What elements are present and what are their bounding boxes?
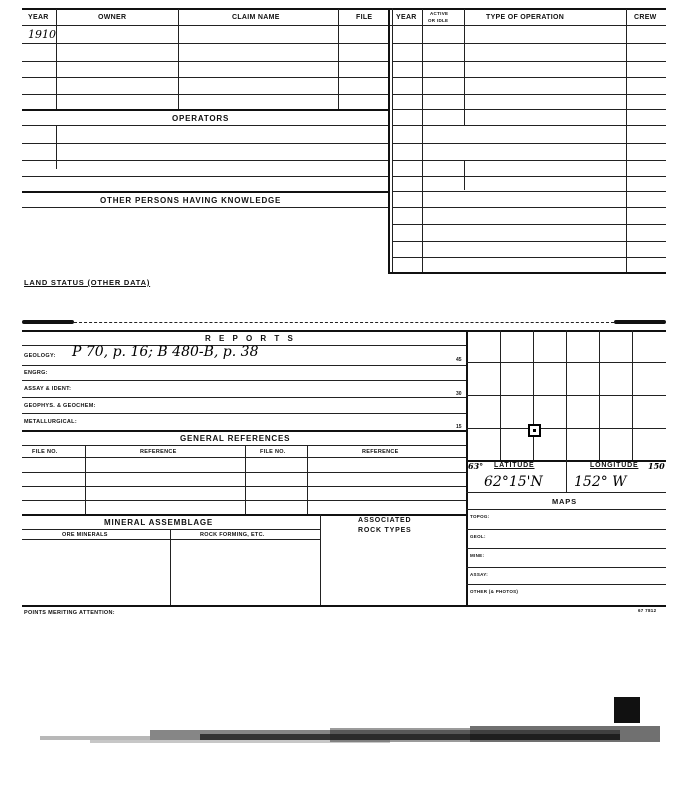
latlon-divider — [566, 460, 567, 492]
row-line — [22, 77, 388, 78]
metallurgical-label: METALLURGICAL: — [24, 419, 77, 425]
reports-top-border — [22, 330, 666, 332]
row-line — [466, 509, 666, 510]
lat-prefix: 63° — [468, 461, 484, 471]
row-line — [466, 567, 666, 568]
row-line — [466, 584, 666, 585]
longitude-value: 152° W — [574, 474, 627, 490]
row-line — [22, 457, 466, 458]
engrg-label: ENGRG: — [24, 370, 48, 376]
maps-mine: MINE: — [470, 553, 485, 558]
row-line — [22, 380, 466, 381]
latitude-value: 62°15'N — [484, 474, 543, 490]
header-claim-name: CLAIM NAME — [232, 14, 280, 21]
row-line — [22, 413, 466, 414]
geology-label: GEOLOGY: — [24, 353, 56, 359]
center-divider-2 — [392, 8, 393, 273]
row-line — [392, 241, 666, 242]
row-line — [392, 160, 666, 161]
vline — [85, 445, 86, 514]
row-line — [22, 529, 320, 530]
top-border — [22, 8, 666, 10]
header-year-2: YEAR — [396, 14, 417, 21]
row-line — [392, 77, 666, 78]
scale-45: 45 — [456, 357, 462, 363]
latitude-label: LATITUDE — [494, 462, 535, 469]
grid-hline — [466, 362, 666, 363]
vline — [422, 25, 423, 273]
other-persons-label: OTHER PERSONS HAVING KNOWLEDGE — [100, 196, 282, 205]
vline — [56, 9, 57, 25]
row-line — [392, 143, 666, 144]
vline — [245, 445, 246, 514]
vline — [464, 160, 465, 190]
geology-value: P 70, p. 16; B 480-B, p. 38 — [72, 344, 259, 360]
row-line — [22, 143, 388, 144]
header-type-of-operation: TYPE OF OPERATION — [486, 14, 565, 21]
longitude-label: LONGITUDE — [590, 462, 639, 469]
maps-geol: GEOL: — [470, 534, 486, 539]
scan-mark — [614, 320, 666, 324]
vline — [307, 445, 308, 514]
vline — [170, 529, 171, 605]
row-line — [392, 125, 666, 126]
vline — [56, 125, 57, 169]
row-line — [392, 191, 666, 192]
maps-assay: ASSAY: — [470, 572, 489, 577]
row-line — [392, 224, 666, 225]
rock-types-label: ROCK TYPES — [358, 527, 412, 534]
gr-reference-1: REFERENCE — [140, 449, 177, 455]
header-owner: OWNER — [98, 14, 127, 21]
row-line — [466, 492, 666, 493]
vline — [626, 25, 627, 273]
first-year-entry: 1910 — [28, 28, 56, 41]
scale-15: 15 — [456, 424, 462, 430]
operators-label: OPERATORS — [172, 114, 230, 123]
header-year: YEAR — [28, 14, 49, 21]
row-line — [388, 272, 666, 274]
row-line — [22, 445, 466, 446]
rock-forming-label: ROCK FORMING, ETC. — [200, 532, 265, 538]
row-line — [22, 514, 466, 516]
row-line — [22, 191, 388, 193]
vline — [338, 9, 339, 25]
associated-label: ASSOCIATED — [358, 517, 412, 524]
row-line — [392, 94, 666, 95]
row-line — [392, 43, 666, 44]
row-line — [22, 472, 466, 473]
vline — [178, 9, 179, 25]
header-active: ACTIVE — [430, 11, 449, 16]
row-line — [392, 61, 666, 62]
header-crew: CREW — [634, 14, 657, 21]
row-line — [22, 500, 466, 501]
land-status-label: LAND STATUS (OTHER DATA) — [24, 278, 151, 287]
vline — [178, 25, 179, 109]
vline — [464, 9, 465, 25]
assay-label: ASSAY & IDENT: — [24, 386, 72, 392]
vline — [338, 25, 339, 109]
row-line — [22, 176, 388, 177]
ore-minerals-label: ORE MINERALS — [62, 532, 108, 538]
row-line — [392, 207, 666, 208]
header-or-idle: OR IDLE — [428, 18, 449, 23]
row-line — [22, 365, 466, 366]
row-line — [22, 397, 466, 398]
header-bottom-line — [22, 25, 666, 26]
mineral-assemblage-title: MINERAL ASSEMBLAGE — [104, 518, 214, 527]
row-line — [22, 94, 388, 95]
vline — [320, 514, 321, 605]
row-line — [392, 109, 666, 110]
row-line — [466, 529, 666, 530]
row-line — [392, 257, 666, 258]
gr-file-no-1: FILE NO. — [32, 449, 58, 455]
vline — [56, 25, 57, 109]
row-line — [22, 125, 388, 126]
general-references-title: GENERAL REFERENCES — [180, 434, 291, 443]
vline — [422, 9, 423, 25]
gr-file-no-2: FILE NO. — [260, 449, 286, 455]
maps-title: MAPS — [552, 497, 577, 506]
row-line — [466, 548, 666, 549]
geophys-label: GEOPHYS. & GEOCHEM: — [24, 403, 96, 409]
row-line — [22, 486, 466, 487]
row-line — [22, 207, 388, 208]
row-line — [22, 109, 388, 111]
location-marker-icon — [528, 424, 541, 437]
grid-hline — [466, 428, 666, 429]
scan-noise-strip — [0, 718, 678, 768]
maps-topog: TOPOG: — [470, 514, 490, 519]
grid-hline — [466, 395, 666, 396]
vline — [464, 25, 465, 125]
gr-reference-2: REFERENCE — [362, 449, 399, 455]
form-number: 67 7812 — [638, 608, 657, 613]
scale-30: 30 — [456, 391, 462, 397]
lon-suffix: 150 — [648, 461, 665, 471]
row-line — [22, 43, 388, 44]
row-line — [392, 176, 666, 177]
row-line — [22, 61, 388, 62]
scan-mark — [22, 320, 74, 324]
center-divider — [388, 8, 390, 273]
row-line — [22, 539, 320, 540]
top-dashed-line — [74, 322, 614, 323]
row-line — [22, 430, 466, 432]
points-meriting-label: POINTS MERITING ATTENTION: — [24, 610, 115, 616]
section-bottom — [22, 605, 666, 607]
maps-other: OTHER (& PHOTOS) — [470, 589, 519, 594]
row-line — [22, 160, 388, 161]
header-file: FILE — [356, 14, 373, 21]
reports-title: R E P O R T S — [205, 334, 296, 343]
vline — [626, 9, 627, 25]
